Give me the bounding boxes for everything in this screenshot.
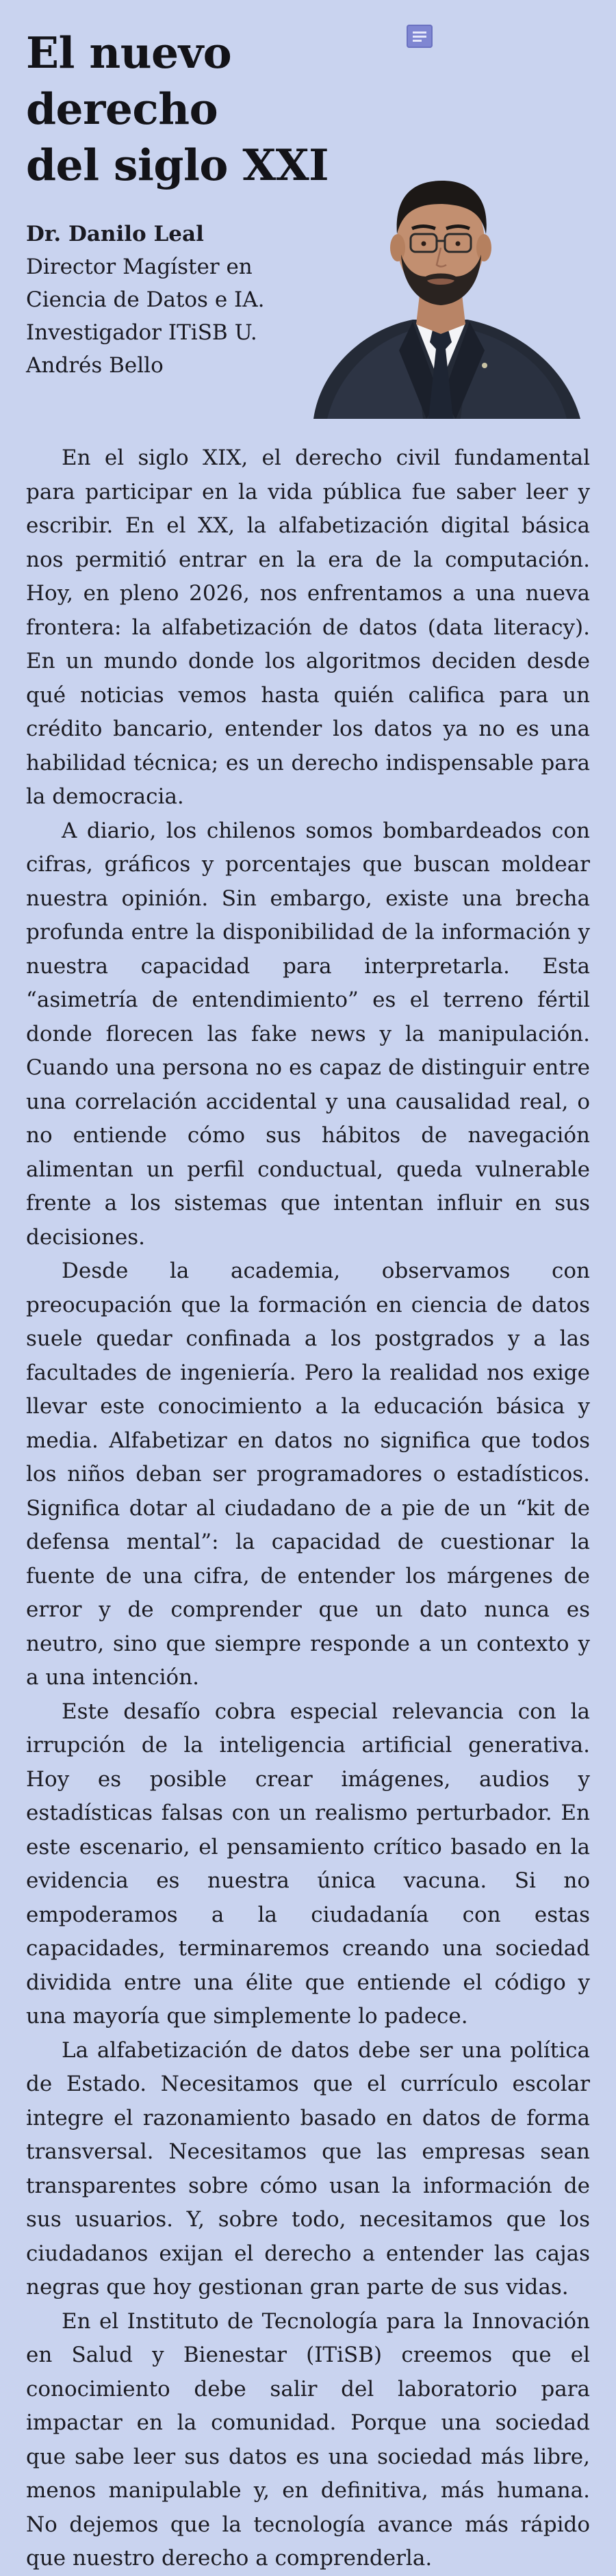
article-paragraph-4: Este desafío cobra especial relevancia con la irrupción de la inteligencia artificial generativa. Hoy es posible crear imágenes, audios y estadísticas falsas con un realismo perturbador. En este escenario, el pensamiento crítico basado en la evidencia es nuestra única vacuna. Si no empoderamos a la ciudadanía con estas capacidades, terminaremos creando una sociedad dividida entre una élite que entiende el código y una mayoría que simplemente lo padece. (26, 1699, 590, 2028)
title-line-2: del siglo XXI (26, 140, 329, 190)
article-body (26, 441, 590, 2576)
note-icon[interactable] (407, 25, 433, 48)
article-paragraph-1: En el siglo XIX, el derecho civil fundamental para participar en la vida pública fue saber leer y escribir. En el XX, la alfabetización digital básica nos permitió entrar en la era de la computación. Hoy, en pleno 2026, nos enfrentamos a una nueva frontera: la alfabetización de datos (data literacy). En un mundo donde los algoritmos deciden desde qué noticias vemos hasta quién califica para un crédito bancario, entender los datos ya no es una habilidad técnica; es un derecho indispensable para la democracia. (26, 446, 590, 809)
author-role-line-1: Director Magíster en (26, 255, 253, 279)
article-paragraph-2: A diario, los chilenos somos bombardeados con cifras, gráficos y porcentajes que buscan moldear nuestra opinión. Sin embargo, existe una brecha profunda entre la disponibilidad de la información y nuestra capacidad para interpretarla. Esta “asimetría de entendimiento” es el terreno fértil donde florecen las fake news y la manipulación. Cuando una persona no es capaz de distinguir entre una correlación accidental y una causalidad real, o no entiende cómo sus hábitos de navegación alimentan un perfil conductual, queda vulnerable frente a los sistemas que intentan influir en sus decisiones. (26, 818, 590, 1250)
author-photo (286, 125, 594, 419)
article-paragraph-3: Desde la academia, observamos con preocupación que la formación en ciencia de datos suele quedar confinada a los postgrados y a las facultades de ingeniería. Pero la realidad nos exige llevar este conocimiento a la educación básica y media. Alfabetizar en datos no significa que todos los niños deban ser programadores o estadísticos. Significa dotar al ciudadano de a pie de un “kit de defensa mental”: la capacidad de cuestionar la fuente de una cifra, de entender los márgenes de error y de comprender que un dato nunca es neutro, sino que siempre responde a un contexto y a una intención. (26, 1259, 590, 1690)
article-paragraph-5: La alfabetización de datos debe ser una política de Estado. Necesitamos que el currículo escolar integre el razonamiento basado en datos de forma transversal. Necesitamos que las empresas sean transparentes sobre cómo usan la información de sus usuarios. Y, sobre todo, necesitamos que los ciudadanos exijan el derecho a entender las cajas negras que hoy gestionan gran parte de sus vidas. (26, 2037, 590, 2300)
author-role-line-3: Investigador ITiSB U. (26, 320, 257, 345)
author-role-line-2: Ciencia de Datos e IA. (26, 287, 265, 312)
author-name: Dr. Danilo Leal (26, 222, 204, 246)
title-line-1: El nuevo derecho (26, 27, 232, 134)
author-block (26, 218, 300, 382)
author-role-line-4: Andrés Bello (26, 353, 164, 378)
article-paragraph-6: En el Instituto de Tecnología para la Innovación en Salud y Bienestar (ITiSB) creemos que el conocimiento debe salir del laboratorio para impactar en la comunidad. Porque una sociedad que sabe leer sus datos es una sociedad más libre, menos manipulable y, en definitiva, más humana. No dejemos que la tecnología avance más rápido que nuestro derecho a comprenderla. (26, 2308, 590, 2571)
